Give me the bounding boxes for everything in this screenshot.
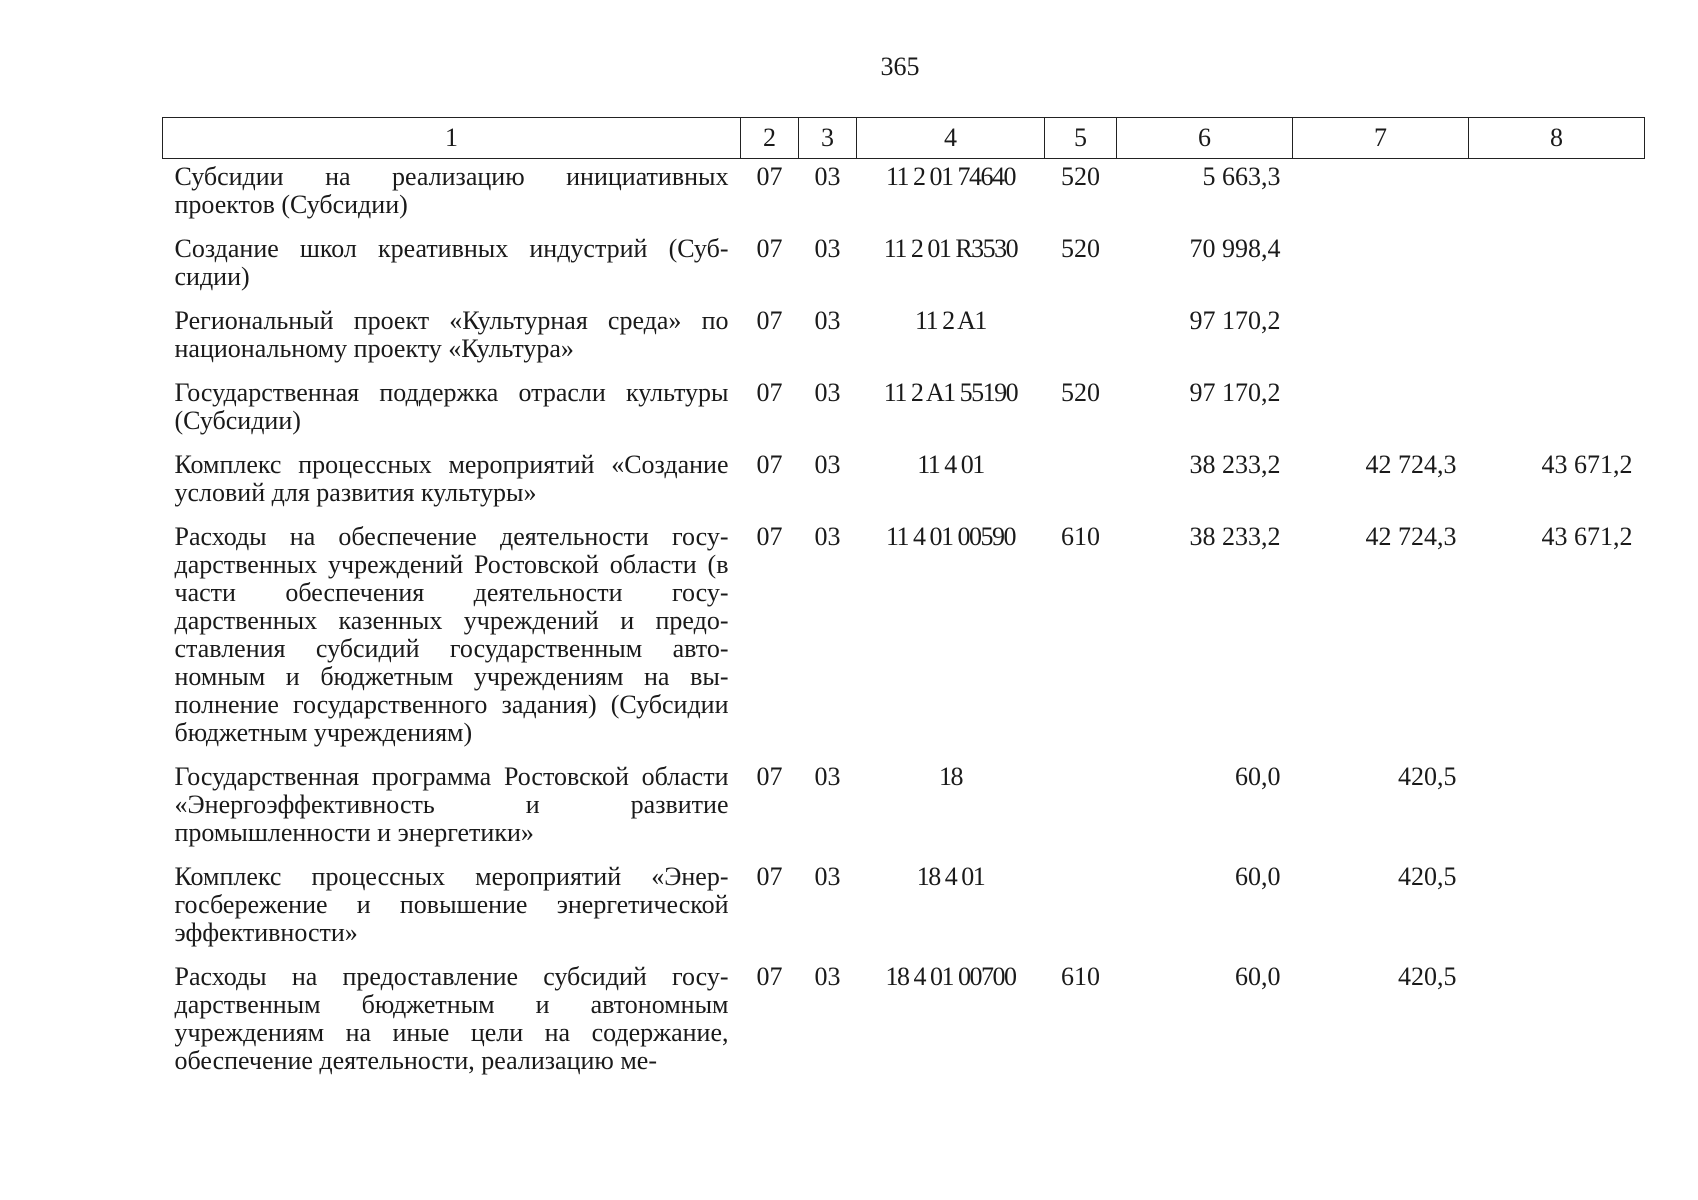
row-amount-col6: 70 998,4 [1189, 234, 1281, 263]
row-subsection: 03 [814, 862, 841, 891]
row-section: 07 [756, 378, 783, 407]
table-body [163, 159, 1645, 1084]
row-expense-type [1045, 755, 1117, 855]
table-row [163, 443, 1645, 515]
row-amount-col7 [1293, 227, 1469, 299]
table-row [163, 299, 1645, 371]
row-section: 07 [756, 306, 783, 335]
row-amount-col8: 43 671,2 [1541, 522, 1633, 551]
row-target-code: 11 4 01 00590 [885, 522, 1016, 551]
row-amount-col6: 5 663,3 [1202, 162, 1281, 191]
row-amount-col8 [1469, 755, 1645, 855]
row-amount-col8 [1469, 955, 1645, 1083]
table-row [163, 515, 1645, 755]
row-subsection: 03 [814, 234, 841, 263]
row-amount-col6: 97 170,2 [1189, 306, 1281, 335]
row-amount-col7: 420,5 [1398, 762, 1457, 791]
row-amount-col6: 60,0 [1235, 962, 1281, 991]
budget-table [162, 117, 1645, 1083]
budget-table-container [162, 117, 1640, 1083]
row-expense-type: 520 [1061, 234, 1100, 263]
header-col-6: 6 [1117, 118, 1293, 159]
header-col-8: 8 [1469, 118, 1645, 159]
row-section: 07 [756, 862, 783, 891]
row-amount-col7: 42 724,3 [1365, 522, 1457, 551]
row-section: 07 [756, 450, 783, 479]
row-amount-col7: 420,5 [1398, 862, 1457, 891]
row-amount-col8 [1469, 159, 1645, 228]
row-subsection: 03 [814, 378, 841, 407]
header-col-2: 2 [741, 118, 799, 159]
row-expense-type [1045, 299, 1117, 371]
row-subsection: 03 [814, 450, 841, 479]
row-name: Государственная поддержка отрасли культуры (Субсидии) [174, 378, 729, 435]
row-expense-type [1045, 855, 1117, 955]
row-subsection: 03 [814, 522, 841, 551]
row-name: Расходы на обеспечение деятельности государственных учреждений Ростовской области (в части обеспечения деятельности государственных казенных учреждений и предоставления субсидий государственным автономным и бюджетным учреждениям на выполнение государственного задания) (Субсидии бюджетным учреждениям) [174, 522, 729, 747]
row-amount-col6: 60,0 [1235, 862, 1281, 891]
row-expense-type: 520 [1061, 378, 1100, 407]
header-col-1: 1 [163, 118, 741, 159]
row-name: Государственная программа Ростовской области «Энергоэффективность и развитие промышленности и энергетики» [174, 762, 729, 847]
row-section: 07 [756, 162, 783, 191]
row-amount-col6: 38 233,2 [1189, 522, 1281, 551]
row-amount-col8 [1469, 855, 1645, 955]
row-section: 07 [756, 522, 783, 551]
row-subsection: 03 [814, 306, 841, 335]
row-name: Создание школ креативных индустрий (Субсидии) [174, 234, 729, 291]
table-row [163, 371, 1645, 443]
header-col-3: 3 [799, 118, 857, 159]
table-row [163, 227, 1645, 299]
row-expense-type [1045, 443, 1117, 515]
row-section: 07 [756, 234, 783, 263]
row-amount-col7 [1293, 371, 1469, 443]
table-row [163, 755, 1645, 855]
row-amount-col8 [1469, 299, 1645, 371]
row-expense-type: 610 [1061, 962, 1100, 991]
row-amount-col7: 42 724,3 [1365, 450, 1457, 479]
row-amount-col7: 420,5 [1398, 962, 1457, 991]
row-amount-col6: 38 233,2 [1189, 450, 1281, 479]
page-number: 365 [880, 52, 920, 81]
row-subsection: 03 [814, 762, 841, 791]
row-target-code: 11 4 01 [917, 450, 984, 479]
header-col-7: 7 [1293, 118, 1469, 159]
table-row [163, 955, 1645, 1083]
row-section: 07 [756, 962, 783, 991]
header-row [163, 118, 1645, 159]
row-amount-col7 [1293, 159, 1469, 228]
row-name: Комплекс процессных мероприятий «Энергосбережение и повышение энергетической эффективности» [174, 862, 729, 947]
row-amount-col7 [1293, 299, 1469, 371]
table-row [163, 159, 1645, 228]
row-name: Региональный проект «Культурная среда» по национальному проекту «Культура» [174, 306, 729, 363]
row-name: Расходы на предоставление субсидий государственным бюджетным и автономным учреждениям на иные цели на содержание, обеспечение деятельности, реализацию ме- [174, 962, 729, 1075]
row-target-code: 11 2 01 R3530 [883, 234, 1018, 263]
table-row [163, 855, 1645, 955]
header-col-4: 4 [857, 118, 1045, 159]
row-amount-col6: 97 170,2 [1189, 378, 1281, 407]
row-target-code: 11 2 01 74640 [885, 162, 1016, 191]
row-target-code: 11 2 A1 [915, 306, 986, 335]
row-target-code: 11 2 A1 55190 [883, 378, 1018, 407]
row-expense-type: 610 [1061, 522, 1100, 551]
row-subsection: 03 [814, 162, 841, 191]
row-target-code: 18 4 01 [916, 862, 985, 891]
row-amount-col8: 43 671,2 [1541, 450, 1633, 479]
row-amount-col6: 60,0 [1235, 762, 1281, 791]
row-amount-col8 [1469, 371, 1645, 443]
row-name: Комплекс процессных мероприятий «Создание условий для развития культуры» [174, 450, 729, 507]
row-name: Субсидии на реализацию инициативных проектов (Субсидии) [174, 162, 729, 219]
row-amount-col8 [1469, 227, 1645, 299]
row-section: 07 [756, 762, 783, 791]
row-target-code: 18 [939, 762, 962, 791]
header-col-5: 5 [1045, 118, 1117, 159]
table-header [163, 118, 1645, 159]
row-subsection: 03 [814, 962, 841, 991]
row-expense-type: 520 [1061, 162, 1100, 191]
row-target-code: 18 4 01 00700 [885, 962, 1016, 991]
